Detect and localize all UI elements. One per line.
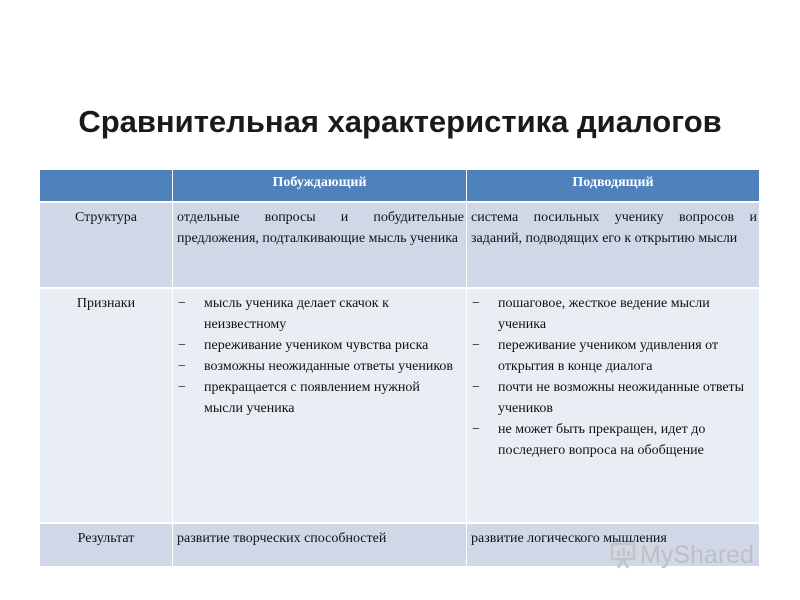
list-item: − пошаговое, жесткое ведение мысли ученика [472, 296, 710, 332]
watermark-text: MyShared [640, 541, 754, 569]
comparison-table [40, 170, 759, 566]
signs-encouraging [172, 287, 466, 522]
list-item: − мысль ученика делает скачок к неизвестному [178, 296, 389, 332]
row-label-structure: Структура [40, 201, 172, 287]
list-item: − почти не возможны неожиданные ответы учеников [472, 380, 745, 416]
structure-leading: система посильных ученику вопросов и заданий, подводящих его к открытию мысли [466, 201, 759, 287]
slide-title: Сравнительная характеристика диалогов [78, 104, 722, 139]
list-item: − прекращается с появлением нужной мысли ученика [178, 380, 420, 416]
header-cell-encouraging: Побуждающий [172, 170, 466, 201]
watermark-logo [610, 540, 765, 570]
list-item: − переживание учеником чувства риска [178, 338, 429, 353]
structure-encouraging: отдельные вопросы и побудительные предложения, подталкивающие мысль ученика [172, 201, 466, 287]
presentation-board-icon [610, 541, 636, 569]
result-encouraging: развитие творческих способностей [172, 522, 466, 566]
list-item: − возможны неожиданные ответы учеников [178, 359, 454, 374]
signs-leading [466, 287, 759, 522]
row-label-signs: Признаки [40, 287, 172, 522]
header-cell-leading: Подводящий [466, 170, 759, 201]
list-item: − переживание учеником удивления от открытия в конце диалога [472, 338, 719, 374]
header-cell-empty [40, 170, 172, 201]
row-label-result: Результат [40, 522, 172, 566]
list-item: − не может быть прекращен, идет до последнего вопроса на обобщение [472, 422, 706, 458]
result-leading: развитие логического мышления [466, 522, 759, 566]
